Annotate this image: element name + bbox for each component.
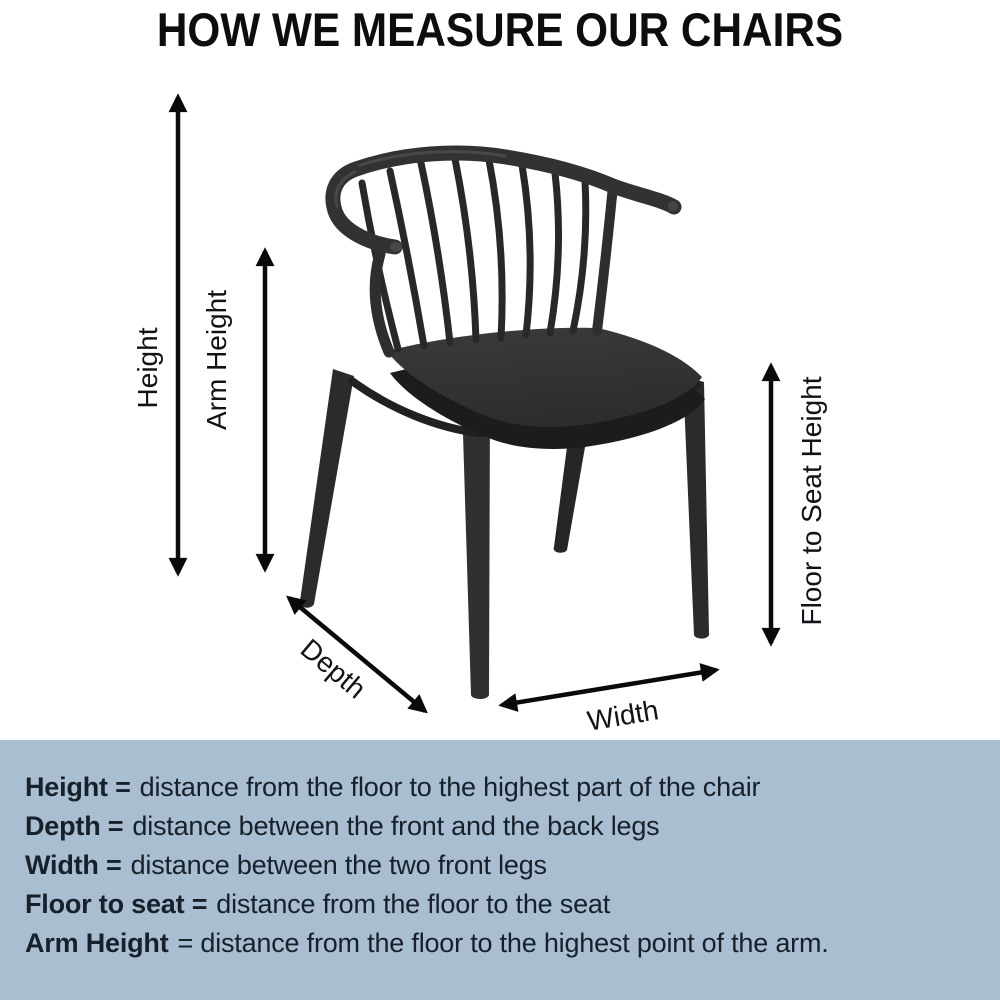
page-title: HOW WE MEASURE OUR CHAIRS — [156, 3, 844, 56]
chair-spindle — [489, 160, 502, 338]
chair-leg-front-left — [462, 401, 490, 699]
chair-arm-tip-left — [390, 242, 402, 252]
legend-definition: = distance from the floor to the highest point of the arm. — [177, 928, 829, 958]
width-label: Width — [585, 694, 661, 737]
legend-definition: distance from the floor to the highest part of the chair — [139, 772, 761, 802]
legend-row-height — [25, 768, 976, 807]
legend-term: Width = — [25, 850, 122, 880]
legend-row-depth — [25, 807, 976, 846]
legend-term: Depth = — [25, 811, 124, 841]
chair-illustration — [300, 152, 709, 699]
chair-spindle — [573, 181, 586, 331]
legend-definition: distance from the floor to the seat — [216, 889, 611, 919]
chair-spindle — [550, 173, 559, 333]
floor-to-seat-height-label: Floor to Seat Height — [796, 376, 827, 626]
definitions-panel — [0, 740, 1000, 1000]
legend-term: Arm Height — [25, 928, 169, 958]
height-label: Height — [132, 327, 163, 409]
legend-term: Floor to seat = — [25, 889, 208, 919]
chair-spindle — [421, 163, 450, 343]
arm-height-label: Arm Height — [201, 289, 232, 431]
chair-spindle — [522, 165, 530, 335]
legend-row-width — [25, 846, 976, 885]
chair-spindle — [390, 171, 424, 346]
legend-row-floor-to-seat — [25, 885, 976, 924]
depth-label: Depth — [294, 632, 372, 705]
chair-spindle — [455, 159, 476, 340]
legend-definition: distance between the two front legs — [130, 850, 547, 880]
width-arrow — [502, 670, 716, 705]
chair-back-hoop — [333, 153, 674, 247]
chair-leg-back-left — [300, 369, 354, 608]
chair-arm-tip-right — [668, 201, 678, 211]
chair-arm-support-right — [597, 186, 613, 331]
legend-term: Height = — [25, 772, 131, 802]
legend-row-arm-height — [25, 924, 976, 963]
legend-definition: distance between the front and the back legs — [132, 811, 660, 841]
